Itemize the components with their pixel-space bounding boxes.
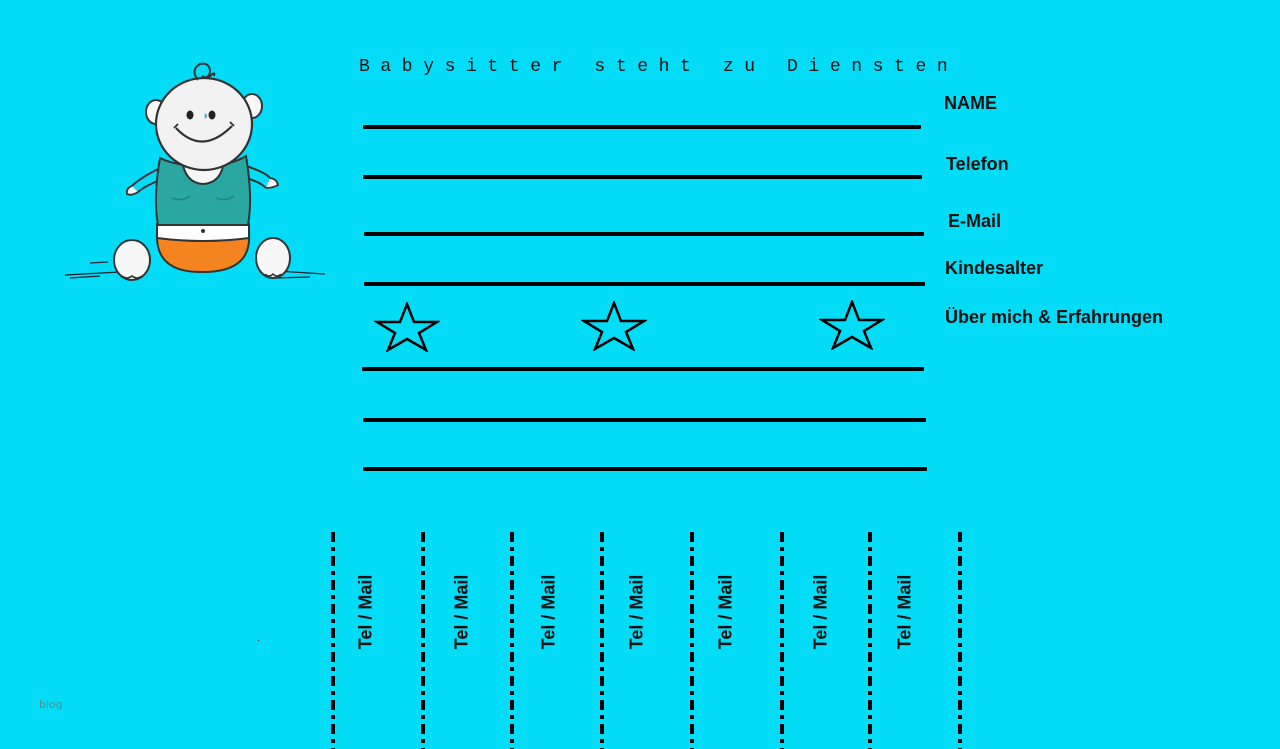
cut-line	[780, 532, 784, 749]
email-line	[364, 232, 924, 236]
tear-off-tab-text: Tel / Mail	[626, 574, 647, 650]
speck	[258, 640, 259, 641]
tear-off-tab-text: Tel / Mail	[894, 574, 915, 650]
star-outline-icon	[581, 301, 647, 351]
star-outline-icon	[374, 302, 440, 352]
star-outline-icon	[819, 300, 885, 350]
about-label: Über mich & Erfahrungen	[945, 307, 1164, 327]
watermark: blog	[39, 698, 63, 711]
tear-off-tab-text: Tel / Mail	[715, 574, 736, 650]
child-age-label: Kindesalter	[945, 258, 1044, 278]
cut-line	[868, 532, 872, 749]
tear-off-tab-text: Tel / Mail	[451, 574, 472, 650]
email-label: E-Mail	[948, 211, 1002, 231]
name-line	[363, 125, 921, 129]
child-age-line	[364, 282, 925, 286]
baby-illustration	[60, 48, 340, 288]
phone-line	[363, 175, 922, 179]
cut-line	[510, 532, 514, 749]
about-line-1	[362, 367, 924, 371]
cut-line	[421, 532, 425, 749]
tear-off-tab-text: Tel / Mail	[810, 574, 831, 650]
cut-line	[958, 532, 962, 749]
about-line-2	[363, 418, 926, 422]
phone-label: Telefon	[946, 154, 1009, 174]
tear-off-tab-text: Tel / Mail	[538, 574, 559, 650]
cut-line	[600, 532, 604, 749]
cut-line	[331, 532, 335, 749]
name-label: NAME	[944, 93, 997, 113]
flyer-title: Babysitter steht zu Diensten	[359, 57, 959, 77]
about-line-3	[363, 467, 927, 471]
tear-off-tab-text: Tel / Mail	[355, 574, 376, 650]
cut-line	[690, 532, 694, 749]
